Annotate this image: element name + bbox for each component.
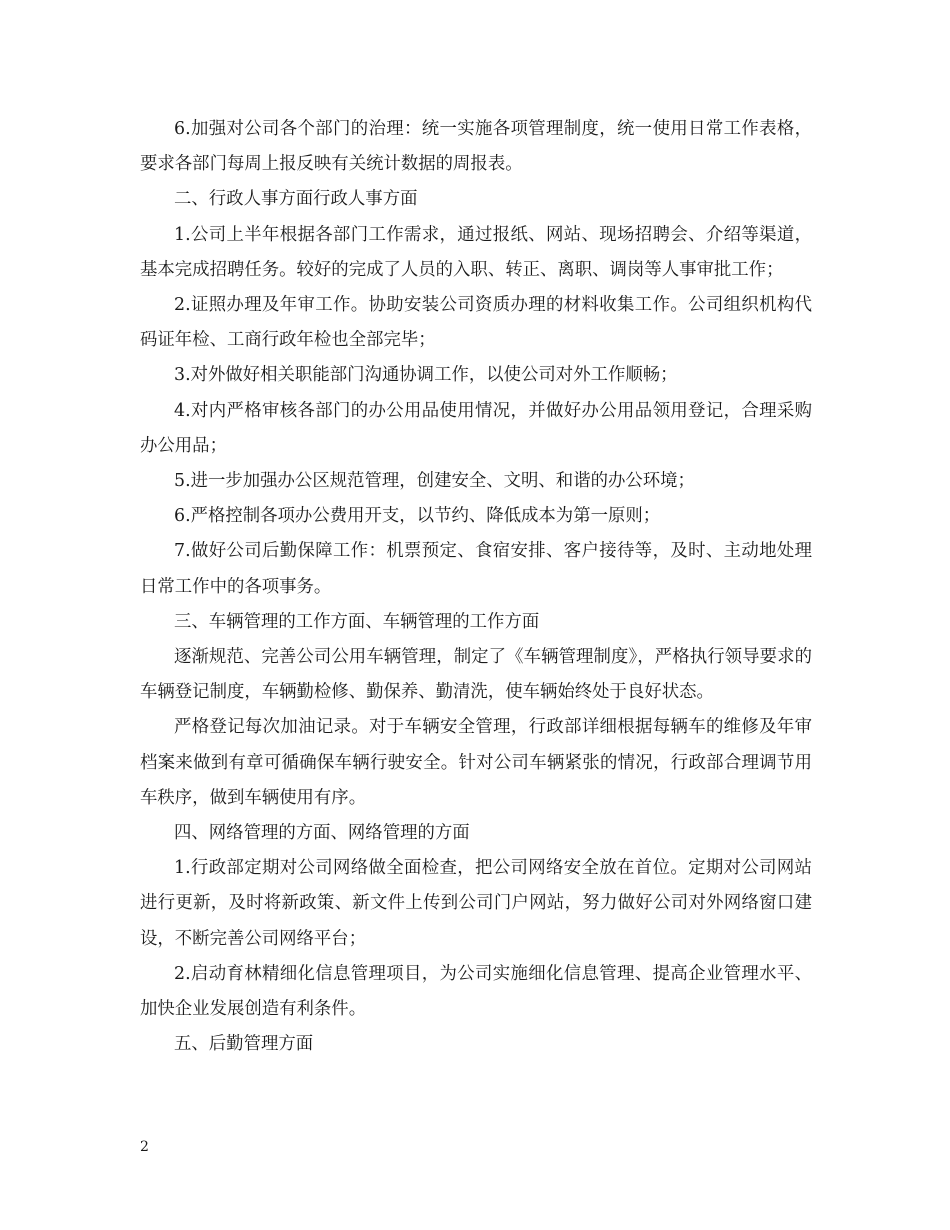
section-heading-vehicle-management: 三、车辆管理的工作方面、车辆管理的工作方面 bbox=[174, 611, 540, 632]
page-number: 2 bbox=[140, 1139, 149, 1155]
paragraph-vehicle-safety: 严格登记每次加油记录。对于车辆安全管理，行政部详细根据每辆车的维修及年审档案来做到有章可循确保车辆行驶安全。针对公司车辆紧张的情况，行政部合理调节用车秩序，做到车辆使用有序。 bbox=[140, 717, 812, 808]
paragraph-information-project: 2.启动育林精细化信息管理项目，为公司实施细化信息管理、提高企业管理水平、加快企业发展创造有利条件。 bbox=[140, 963, 812, 1020]
paragraph-office-supplies: 4.对内严格审核各部门的办公用品使用情况，并做好办公用品领用登记，合理采购办公用品； bbox=[140, 400, 812, 456]
paragraph-logistics-support: 7.做好公司后勤保障工作：机票预定、食宿安排、客户接待等，及时、主动地处理日常工作中的各项事务。 bbox=[140, 541, 812, 597]
paragraph-cost-control: 6.严格控制各项办公费用开支，以节约、降低成本为第一原则； bbox=[174, 506, 661, 527]
paragraph-external-coordination: 3.对外做好相关职能部门沟通协调工作，以使公司对外工作顺畅； bbox=[174, 365, 678, 386]
section-heading-network-management: 四、网络管理的方面、网络管理的方面 bbox=[174, 823, 470, 844]
paragraph-licenses: 2.证照办理及年审工作。协助安装公司资质办理的材料收集工作。公司组织机构代码证年检、工商行政年检也全部完毕； bbox=[140, 295, 812, 351]
paragraph-item-6-management: 6.加强对公司各个部门的治理：统一实施各项管理制度，统一使用日常工作表格，要求各部门每周上报反映有关统计数据的周报表。 bbox=[140, 119, 812, 175]
paragraph-recruitment: 1.公司上半年根据各部门工作需求，通过报纸、网站、现场招聘会、介绍等渠道，基本完成招聘任务。较好的完成了人员的入职、转正、离职、调岗等人事审批工作； bbox=[140, 224, 812, 280]
section-heading-logistics-management: 五、后勤管理方面 bbox=[174, 1034, 314, 1055]
section-heading-admin-personnel: 二、行政人事方面行政人事方面 bbox=[174, 189, 418, 210]
paragraph-vehicle-rules: 逐渐规范、完善公司公用车辆管理，制定了《车辆管理制度》，严格执行领导要求的车辆登记制度，车辆勤检修、勤保养、勤清洗，使车辆始终处于良好状态。 bbox=[140, 647, 812, 703]
document-body bbox=[140, 112, 812, 1062]
paragraph-office-environment: 5.进一步加强办公区规范管理，创建安全、文明、和谐的办公环境； bbox=[174, 471, 695, 492]
paragraph-network-inspection: 1.行政部定期对公司网络做全面检查，把公司网络安全放在首位。定期对公司网站进行更新，及时将新政策、新文件上传到公司门户网站，努力做好公司对外网络窗口建设，不断完善公司网络平台； bbox=[140, 858, 812, 949]
